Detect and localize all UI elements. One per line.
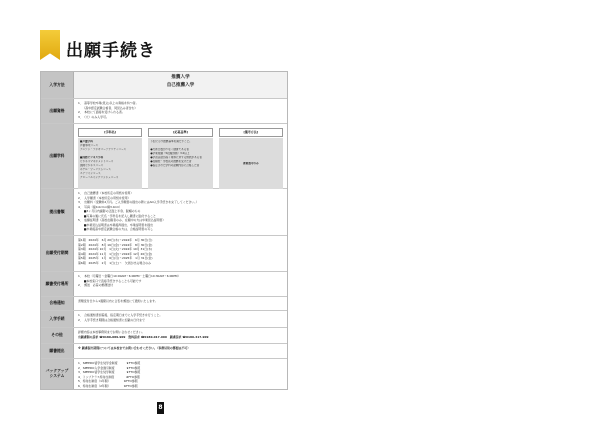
row-content — [74, 328, 287, 343]
text-line: 2． 本校にて面接を受けられる者。 — [78, 110, 125, 114]
text-line: 5．特待生制度（1年間） ★FTO参照 — [78, 379, 138, 383]
application-table — [40, 71, 288, 390]
text-line: 第3期 2024年 10月 1日(火)〜2024年 10月 31日(木) — [78, 247, 153, 251]
text-line: ■卒業見込証明書は卒業後再提出、卒業証明書を提出 — [78, 222, 153, 227]
text-line: 詳細内容は本校事務局までお問い合わせください。 — [78, 330, 145, 334]
text-line: 書類選考のみ — [243, 161, 259, 165]
text-line: 2． 入学手続き期間は合格通知書に記載の日付まで — [78, 317, 145, 322]
row-content — [74, 297, 287, 310]
text-line: 第2期 2024年 8月 16日(金)〜2024年 8月 30日(金) — [78, 242, 153, 247]
dept-column-courses — [78, 128, 142, 190]
text-line: ビジネスマネジメントコース — [80, 159, 114, 163]
text-line: 国際ビジネスコース — [80, 163, 104, 167]
row-content — [74, 344, 287, 358]
text-line: 1．SPEEDO留学生奨学金制度 ★FTO参照 — [78, 361, 141, 365]
text-line: ■声優学科 — [80, 139, 93, 143]
text-line: 4． 写真（縦4.0cm×横3.0cm） — [78, 204, 122, 209]
text-line: 第4期 2024年 11月 1日(金)〜2024年 12月 20日(金) — [78, 251, 153, 256]
row-admission-method — [41, 72, 287, 99]
text-line: ●学習意欲が高く業界に対する情熱がある者 — [150, 155, 202, 159]
method-line: 推薦入学 — [171, 75, 190, 80]
text-line: 6．特待生制度（2年間） ★FTO参照 — [78, 383, 138, 388]
text-line: 1． 本校（月曜日〜金曜日10:00AM〜6:00PM・土曜日10:30AM〜6:00PM） — [78, 274, 181, 278]
row-label: 合格通知 — [41, 297, 74, 310]
text-line: 書類受付日から1週間以内に合否を郵送にて通知いたします。 — [78, 299, 158, 303]
text-line: 第6期 2025年 2月 1日(土)〜 欠員が出る場合のみ — [78, 260, 151, 265]
row-enrollment — [41, 311, 287, 328]
text-line: 出願書類の請求 ☎0180-089-909 資料請求 ☎0180-017-909 願書請求 ☎0180-417-909 — [78, 334, 209, 339]
text-line: ●学業成績（5段階評価）3.0以上 — [150, 151, 190, 155]
text-line: 4．トップクラス特待生制度 ★FTO参照 — [78, 374, 140, 379]
text-line: ■卒業後高卒認定試験合格の方は、合格証明書の写し — [78, 227, 153, 231]
row-content — [74, 272, 287, 296]
method-line: 自己推薦入学 — [166, 82, 195, 88]
row-label: 願書提出 — [41, 344, 74, 358]
row-content — [74, 189, 287, 235]
text-line: （高卒認定試験合格者、同見込み者含む） — [78, 105, 138, 110]
text-line: 2．SPEEDO入学金割引制度 ★FTO参照 — [78, 365, 141, 370]
text-line: ホテル・ツーリズムコース — [80, 167, 111, 171]
column-head: [選考方法] — [219, 128, 283, 137]
text-line: エアラインコース — [80, 171, 101, 175]
dept-column-criteria — [148, 128, 212, 190]
text-line: 声優専攻コース — [80, 143, 99, 147]
text-line: 1． 合格通知書到着後、指定期日までに入学手続きを行うこと。 — [78, 313, 163, 317]
text-line: 3． （大）のみ入学可。 — [78, 114, 109, 119]
row-content — [74, 359, 287, 389]
row-content — [74, 236, 287, 271]
row-content — [74, 124, 287, 188]
text-line: ●在籍校・学校長の推薦を受けた者 — [150, 159, 192, 163]
row-content — [74, 311, 287, 327]
text-line: ●欠席日数が少なく健康である者 — [150, 147, 189, 151]
text-line: 1． 自己推薦書（本校所定の用紙を使用） — [78, 191, 134, 195]
row-documents — [41, 189, 287, 236]
text-line: アニソン・ラジオパーソナリティコース — [80, 147, 127, 151]
text-line: 3．SPEEDO留学生奨学制度 ★FTO参照 — [78, 370, 141, 374]
row-departments — [41, 124, 287, 189]
text-line: グローバルイングリッシュコース — [80, 175, 119, 179]
text-line: ■本校窓口で直接手続きすることも可能です — [78, 278, 142, 283]
text-line: 5． 成績証明書（高校在籍者のみ、在籍中の方は卒業見込証明書） — [78, 218, 166, 222]
row-label: 出願資格 — [41, 99, 74, 123]
row-label: 提出書類 — [41, 189, 74, 235]
row-eligibility — [41, 99, 287, 124]
text-line: 2． 郵送 必着の郵便送付 — [78, 283, 114, 287]
row-label: バックアップ システム — [41, 359, 74, 389]
row-label: 出願学科 — [41, 124, 74, 188]
row-backup-system — [41, 359, 287, 389]
page-title: 出願手続き — [66, 41, 156, 61]
text-line: 3． 出願料（受験料2万円。ご入学願書の提出の際にはAO入学手続きを完了してください。） — [78, 200, 199, 204]
text-line: ■写真の裏に氏名・学科名を記入し願書に貼付すること — [78, 213, 156, 218]
text-line: 第5期 2025年 1月 6日(月)〜2025年 1月 31日(金) — [78, 256, 153, 260]
text-line: 第1期 2024年 6月 20日(木)〜2024年 6月 30日(日) — [78, 238, 153, 242]
row-application-period — [41, 236, 287, 272]
row-label: 入学手続 — [41, 311, 74, 327]
row-content — [74, 72, 287, 98]
text-line: ※ 願書提出期間については本校までお問い合わせください。（事務局宛の郵便は不可） — [78, 346, 191, 350]
text-line: 下記に示す推薦基準を満たすこと。 — [150, 139, 192, 143]
row-label: 願書受付場所 — [41, 272, 74, 296]
row-notice — [41, 297, 287, 311]
row-content — [74, 99, 287, 123]
row-application-place — [41, 272, 287, 297]
text-line: 2． 入学願書（本校所定の用紙を使用） — [78, 195, 131, 200]
text-line: ●指定された学科の試験内容に合格した者 — [150, 163, 200, 167]
column-head: [学科名] — [78, 128, 142, 137]
column-head: [応募基準] — [148, 128, 212, 137]
row-label: 出願受付期間 — [41, 236, 74, 271]
text-line: 1． 高等学校卒業(見込)以上の資格を持つ者。 — [78, 101, 139, 105]
row-documents-apply — [41, 344, 287, 359]
ribbon-bookmark-icon — [40, 30, 60, 60]
page-number: 8 — [157, 402, 164, 414]
dept-column-selection — [219, 128, 283, 190]
text-line: ■3ヶ月以内撮影の正面上半身、脱帽のもの — [78, 209, 141, 213]
row-label: 入学方法 — [41, 72, 74, 98]
row-other — [41, 328, 287, 344]
text-line: ■国際ビジネス学科 — [80, 155, 104, 159]
row-label: その他 — [41, 328, 74, 343]
